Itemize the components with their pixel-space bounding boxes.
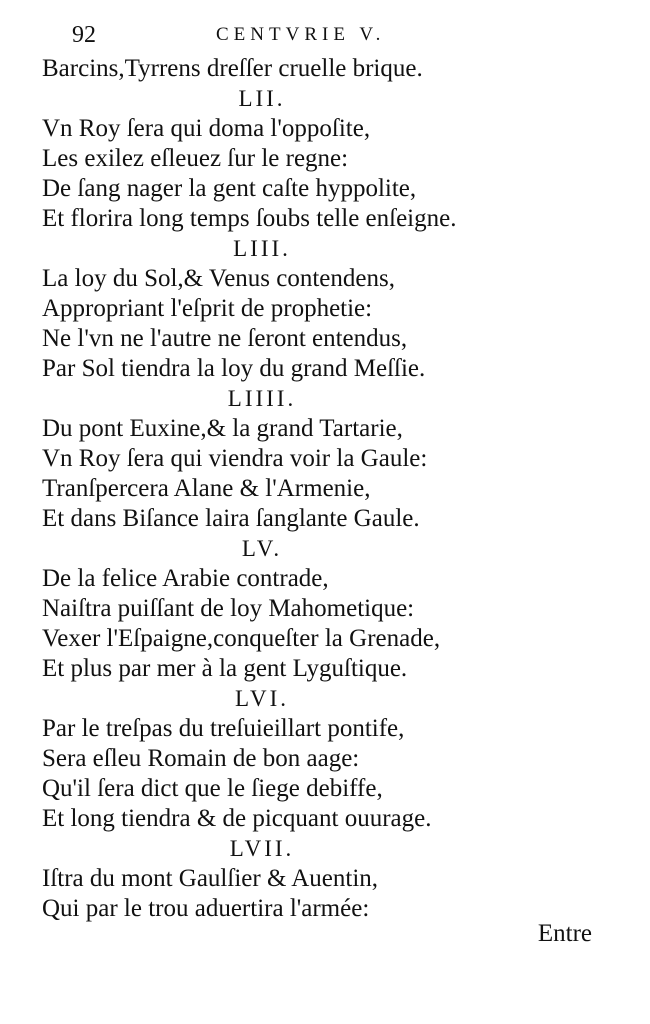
verse-line: Barcins,Tyrrens dreſſer cruelle brique. — [42, 55, 423, 82]
catchword: Entre — [537, 920, 592, 947]
verse-line: Qui par le trou aduertira l'armée: — [42, 895, 370, 922]
verse-line: Vexer l'Eſpaigne,conqueſter la Grenade, — [42, 625, 441, 652]
verse-line: Naiſtra puiſſant de loy Mahometique: — [42, 595, 415, 622]
verse-line: La loy du Sol,& Venus contendens, — [42, 265, 395, 292]
verse-line: Et long tiendra & de picquant ouurage. — [42, 805, 432, 832]
verse-line: Du pont Euxine,& la grand Tartarie, — [42, 415, 403, 442]
verse-line: De ſang nager la gent caſte hyppolite, — [42, 175, 417, 202]
quatrain-number: LVII. — [229, 836, 295, 861]
verse-line: De la felice Arabie contrade, — [42, 565, 329, 592]
page-header — [72, 22, 442, 56]
verse-line: Ne l'vn ne l'autre ne ſeront entendus, — [42, 325, 408, 352]
quatrain-number: LVI. — [235, 686, 289, 711]
quatrain-number: LIIII. — [227, 386, 297, 411]
verse-line: Tranſpercera Alane & l'Armenie, — [42, 475, 371, 502]
verse-line: Et florira long temps ſoubs telle enſeigne. — [42, 205, 457, 232]
quatrain-number: LII. — [238, 86, 286, 111]
verse-line: Et plus par mer à la gent Lyguſtique. — [42, 655, 408, 682]
verse-line: Qu'il ſera dict que le ſiege debiffe, — [42, 775, 383, 802]
verse-line: Les exilez eſleuez ſur le regne: — [42, 145, 349, 172]
verse-line: Appropriant l'eſprit de prophetie: — [42, 295, 373, 322]
page-number: 92 — [72, 22, 96, 48]
quatrain-number: LV. — [241, 536, 283, 561]
verse-line: Iſtra du mont Gaulſier & Auentin, — [42, 865, 379, 892]
page-body — [42, 54, 602, 924]
quatrain-number: LIII. — [233, 236, 291, 261]
verse-line: Par Sol tiendra la loy du grand Meſſie. — [42, 355, 426, 382]
verse-line: Et dans Biſance laira ſanglante Gaule. — [42, 505, 420, 532]
verse-line: Vn Roy ſera qui viendra voir la Gaule: — [42, 445, 428, 472]
running-head: CENTVRIE V. — [216, 24, 386, 45]
verse-line: Par le treſpas du treſuieillart pontife, — [42, 715, 405, 742]
verse-line: Vn Roy ſera qui doma l'oppoſite, — [42, 115, 371, 142]
verse-line: Sera eſleu Romain de bon aage: — [42, 745, 360, 772]
